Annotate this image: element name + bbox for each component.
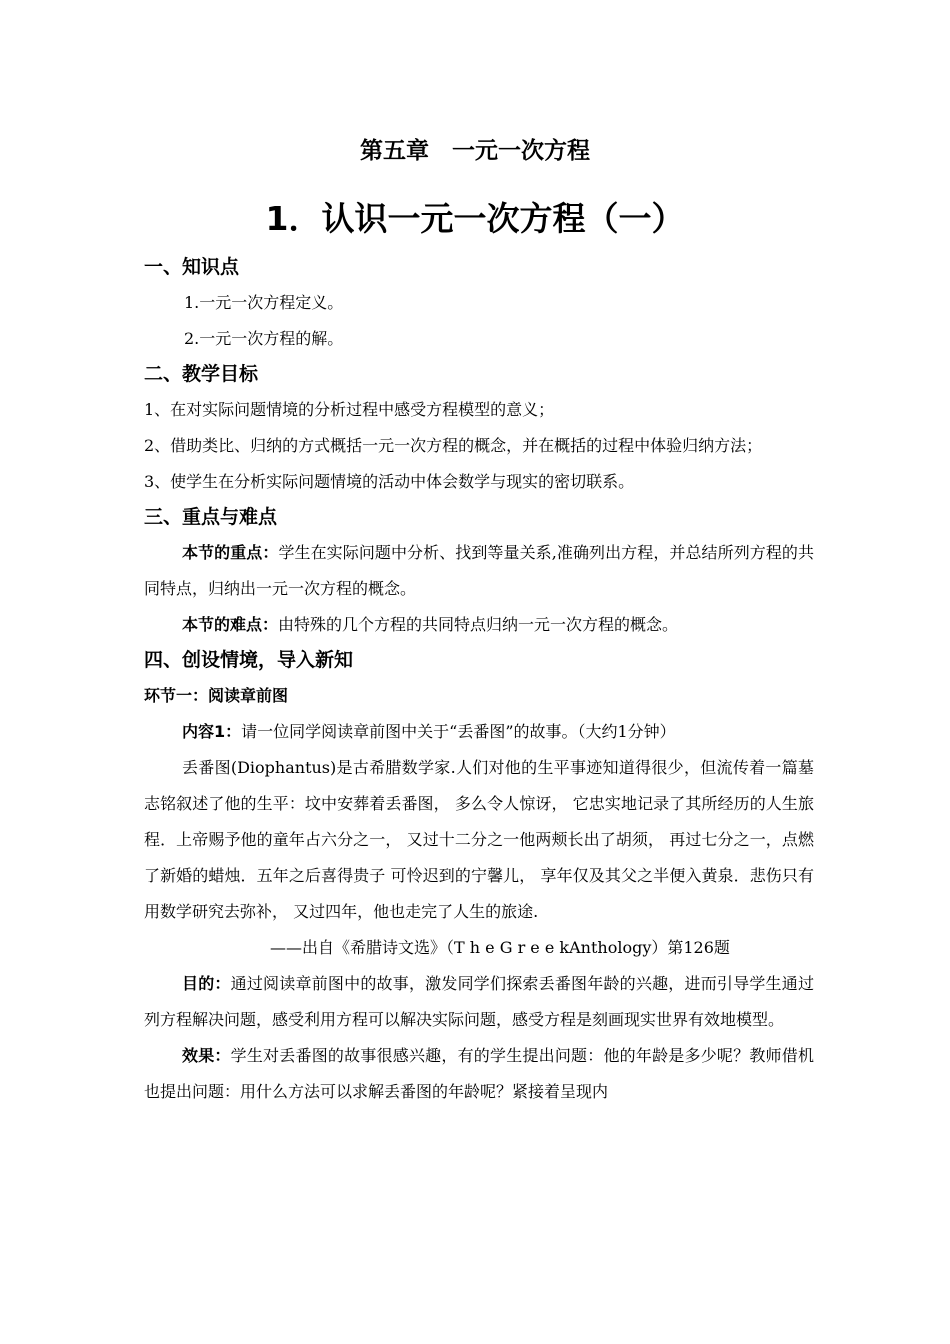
purpose-paragraph bbox=[144, 966, 814, 1038]
effect-label: 效果： bbox=[182, 1046, 231, 1065]
purpose-label: 目的： bbox=[182, 974, 231, 993]
goal-item: 3、使学生在分析实际问题情境的活动中体会数学与现实的密切联系。 bbox=[144, 472, 635, 491]
purpose-text: 通过阅读章前图中的故事，激发同学们探索丢番图年龄的兴趣，进而引导学生通过列方程解决问题，感受利用方程可以解决实际问题，感受方程是刻画现实世界有效地模型。 bbox=[144, 974, 814, 1029]
difficulty-paragraph bbox=[144, 607, 814, 643]
goals-heading: 二、教学目标 bbox=[144, 363, 259, 385]
difficulty-label: 本节的难点： bbox=[182, 615, 279, 634]
lesson-title: 1．认识一元一次方程（一） bbox=[265, 199, 685, 238]
document-body bbox=[144, 250, 814, 1110]
content-paragraph bbox=[144, 714, 814, 750]
key-points-heading: 三、重点与难点 bbox=[144, 506, 278, 528]
chapter-title: 第五章 一元一次方程 bbox=[360, 138, 590, 164]
goal-item: 2、借助类比、归纳的方式概括一元一次方程的概念，并在概括的过程中体验归纳方法； bbox=[144, 436, 763, 455]
goal-item: 1、在对实际问题情境的分析过程中感受方程模型的意义； bbox=[144, 400, 555, 419]
scenario-heading: 四、创设情境，导入新知 bbox=[144, 649, 354, 671]
content-text: 请一位同学阅读章前图中关于“丢番图”的故事。（大约1分钟） bbox=[241, 722, 676, 741]
effect-paragraph bbox=[144, 1038, 814, 1110]
step1-heading: 环节一：阅读章前图 bbox=[144, 686, 289, 705]
story-paragraph: 丢番图(Diophantus)是古希腊数学家.人们对他的生平事迹知道得很少，但流传着一篇墓志铭叙述了他的生平：坟中安葬着丢番图， 多么令人惊讶， 它忠实地记录了其所经历的人生旅程．上帝赐予他的童年占六分之一， 又过十二分之一他两颊长出了胡须， 再过七分之一，点燃了新婚的蜡烛．五年之后喜得贵子 可怜迟到的宁馨儿， 享年仅及其父之半便入黄泉．悲伤只有用数学研究去弥补， 又过四年，他也走完了人生的旅途. bbox=[144, 758, 814, 921]
story-source: ——出自《希腊诗文选》（T h e G r e e kAnthology）第126题 bbox=[270, 938, 730, 957]
focus-text: 学生在实际问题中分析、找到等量关系,准确列出方程，并总结所列方程的共同特点，归纳出一元一次方程的概念。 bbox=[144, 543, 814, 598]
knowledge-item: 2.一元一次方程的解。 bbox=[184, 329, 344, 348]
knowledge-heading: 一、知识点 bbox=[144, 256, 240, 278]
knowledge-item: 1.一元一次方程定义。 bbox=[184, 293, 344, 312]
focus-label: 本节的重点： bbox=[182, 543, 279, 562]
difficulty-text: 由特殊的几个方程的共同特点归纳一元一次方程的概念。 bbox=[278, 615, 679, 634]
focus-paragraph bbox=[144, 535, 814, 607]
effect-text: 学生对丢番图的故事很感兴趣，有的学生提出问题：他的年龄是多少呢？教师借机也提出问题：用什么方法可以求解丢番图的年龄呢？紧接着呈现内 bbox=[144, 1046, 814, 1101]
content-label: 内容1： bbox=[182, 722, 242, 741]
